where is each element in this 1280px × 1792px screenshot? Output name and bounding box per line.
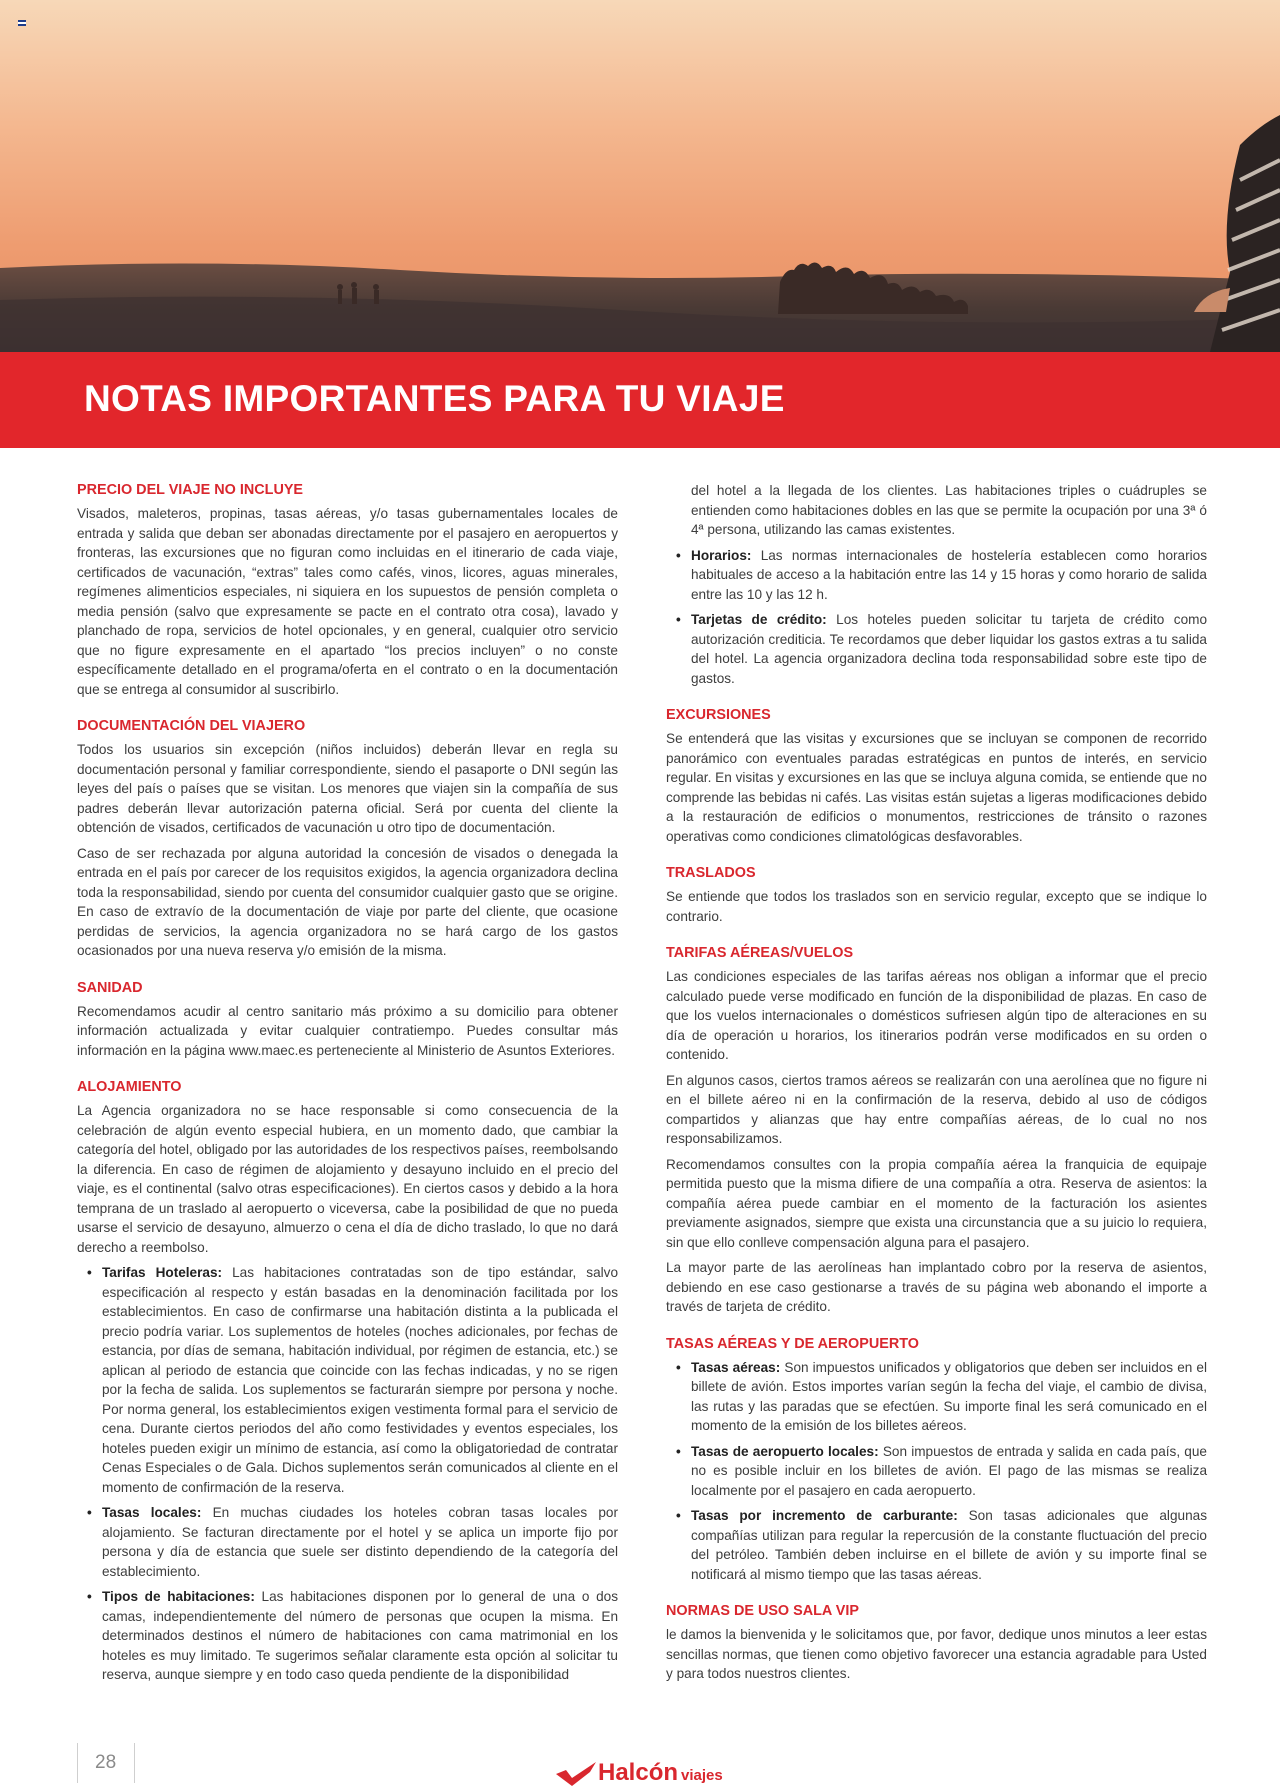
list-item-term: Tasas de aeropuerto locales: <box>691 1443 879 1459</box>
list-item-text: Son tasas adicionales que algunas compañías utilizan para regular la repercusión de la constante fluctuación del precio del petróleo. También deben incluirse en el billete de avión y su importe final se notificará al mismo tiempo que las tasas aéreas. <box>691 1508 1207 1582</box>
list-item-text: Son impuestos unificados y obligatorios que deben ser incluidos en el billete de avión. Estos importes varían según la fecha del viaje, el cambio de divisa, las rutas y las paradas que se efectúen. Su importe final les será comunicado en el momento de la emisión de los billetes aéreos. <box>691 1359 1208 1433</box>
bullet-icon: • <box>676 1359 681 1375</box>
paragraph: La Agencia organizadora no se hace responsable si como consecuencia de la celebración de algún evento especial hubiera, en un momento dado, que cambiar la categoría del hotel, obligado por las autoridades de los respectivos países, reembolsando la diferencia. En caso de régimen de alojamiento y desayuno incluido en el precio del viaje, es el continental (salvo otras especificaciones). En ciertos casos y debido a la hora temprana de un traslado al aeropuerto o viceversa, cabe la posibilidad de que no pueda usarse el servicio de desayuno, almuerzo o cena el día de dicho traslado, lo que no dará derecho a reembolso. <box>77 1103 618 1255</box>
footer-divider <box>77 1743 78 1783</box>
bullet-list <box>666 546 1207 689</box>
list-item <box>666 1506 1207 1584</box>
page-title: NOTAS IMPORTANTES PARA TU VIAJE <box>84 378 785 419</box>
hero-desert-sunset-photo <box>0 0 1280 352</box>
bullet-icon: • <box>676 1443 681 1459</box>
section-title-tarifas-aereas: TARIFAS AÉREAS/VUELOS <box>666 945 854 961</box>
list-item-term: Horarios: <box>691 547 752 563</box>
paragraph: Recomendamos acudir al centro sanitario más próximo a su domicilio para obtener información actualizada y evitar cualquier contratiempo. Puedes consultar más información en la página www.maec.es perteneciente al Ministerio de Asuntos Exteriores. <box>77 1003 618 1058</box>
bullet-icon: • <box>676 547 681 563</box>
paragraph: Se entenderá que las visitas y excursiones que se incluyan se componen de recorrido panorámico con eventuales paradas estratégicas en puntos de interés, en servicio regular. En visitas y excursiones en las que se incluya alguna comida, se entiende que no comprende las bebidas ni cafés. Las visitas están sujetas a ligeras modificaciones debido a la restauración de edificios o monumentos, restricciones de tránsito o razones operativas como condiciones climatológicas desfavorables. <box>666 731 1207 844</box>
section-title-sala-vip: NORMAS DE USO SALA VIP <box>666 1603 859 1619</box>
halcon-wing-icon <box>556 1762 598 1786</box>
section-title-traslados: TRASLADOS <box>666 865 756 881</box>
paragraph: La mayor parte de las aerolíneas han implantado cobro por la reserva de asientos, debiendo en ese caso gestionarse a través de su página web abonando el importe a través de tarjeta de crédito. <box>666 1260 1207 1314</box>
paragraph: Las condiciones especiales de las tarifas aéreas nos obligan a informar que el precio calculado puede verse modificado en función de la disponibilidad de plazas. En caso de que los vuelos internacionales o domésticos sufriesen algún tipo de alteraciones en su día de operación u horarios, los itinerarios podrán verse modificados en su orden o contenido. <box>666 969 1207 1062</box>
list-item-text: Las habitaciones disponen por lo general de una o dos camas, independientemente del número de personas que ocupen la misma. En determinados destinos el número de habitaciones con cama matrimonial en los hoteles es muy limitado. Te sugerimos señalar claramente esta opción al solicitar tu reserva, aunque siempre y en todo caso queda pendiente de la disponibilidad <box>102 1589 618 1682</box>
logo-sub: viajes <box>681 1767 723 1784</box>
section-title-precio: PRECIO DEL VIAJE NO INCLUYE <box>77 482 304 498</box>
list-item-term: Tasas locales: <box>102 1505 202 1520</box>
paragraph: Visados, maleteros, propinas, tasas aéreas, y/o tasas gubernamentales locales de entrada y salida que deban ser abonadas directamente por el pasajero en aeropuertos y fronteras, las excursiones que no figuran como incluidas en el itinerario de cada viaje, certificados de vacunación, “extras” tales como cafés, vinos, licores, aguas minerales, regímenes alimenticios especiales, ni siquiera en los supuestos de pensión completa o media pensión (salvo que expresamente se pacte en el contrato otra cosa), lavado y planchado de ropa, servicios de hotel opcionales, y en general, cualquier otro servicio que no figure expresamente en el apartado “los precios incluyen” o no conste específicamente detallado en el programa/oferta en el contrato o en la documentación que se entrega al consumidor al suscribirlo. <box>77 506 618 697</box>
list-item <box>77 1503 618 1581</box>
footer-divider <box>134 1743 135 1783</box>
list-item-term: Tarifas Hoteleras: <box>102 1265 223 1280</box>
bullet-icon: • <box>87 1505 92 1520</box>
bullet-icon: • <box>676 612 681 627</box>
list-item-term: Tipos de habitaciones: <box>102 1589 255 1604</box>
section-title-sanidad: SANIDAD <box>77 979 143 996</box>
list-item <box>77 1587 618 1685</box>
section-title-documentacion: DOCUMENTACIÓN DEL VIAJERO <box>77 718 306 734</box>
halcon-logo <box>556 1756 723 1786</box>
bullet-list <box>77 1263 618 1685</box>
list-item-term: Tarjetas de crédito: <box>691 612 827 627</box>
list-item-term: Tasas aéreas: <box>691 1359 781 1375</box>
section-title-tasas: TASAS AÉREAS Y DE AEROPUERTO <box>666 1335 919 1352</box>
paragraph: Caso de ser rechazada por alguna autoridad la concesión de visados o denegada la entrada en el país por carecer de los requisitos exigidos, la agencia organizadora declina toda la responsabilidad, siendo por cuenta del consumidor cualquier gasto que se origine. En caso de extravío de la documentación de viaje por parte del cliente, que ocasione perdidas de servicios, la agencia organizadora no se hará cargo de los gastos ocasionados por una nueva reserva y/o emisión de la misma. <box>77 845 618 958</box>
bullet-list <box>666 1358 1207 1585</box>
section-title-alojamiento: ALOJAMIENTO <box>77 1079 182 1095</box>
paragraph: Se entiende que todos los traslados son en servicio regular, excepto que se indique lo contrario. <box>666 889 1207 924</box>
continued-paragraph: del hotel a la llegada de los clientes. Las habitaciones triples o cuádruples se entienden como habitaciones dobles en las que se permite la ocupación por una 3ª ó 4ª persona, utilizando las camas existentes. <box>691 483 1207 537</box>
paragraph: le damos la bienvenida y le solicitamos que, por favor, dedique unos minutos a leer estas sencillas normas, que tienen como objetivo favorecer una estancia agradable para Usted y para todos nuestros clientes. <box>666 1627 1207 1681</box>
list-item <box>77 1263 618 1497</box>
bullet-icon: • <box>87 1589 92 1604</box>
right-column <box>666 481 1207 1690</box>
paragraph: Recomendamos consultes con la propia compañía aérea la franquicia de equipaje permitida puesto que la misma difiere de una compañía a otra. Reserva de asientos: la compañía aérea puede cambiar en el momento de la facturación los asientes previamente asignados, siempre que exista una circunstancia que a su juicio lo requiera, sin que ello conlleve compensación alguna para el pasajero. <box>666 1156 1207 1250</box>
left-column <box>77 480 618 1691</box>
title-banner <box>0 352 1280 448</box>
bullet-icon: • <box>87 1265 92 1280</box>
section-title-excursiones: EXCURSIONES <box>666 707 771 723</box>
logo-name: Halcón <box>598 1759 679 1786</box>
list-item-term: Tasas por incremento de carburante: <box>691 1508 958 1523</box>
list-item-text: Las normas internacionales de hostelería establecen como horarios habituales de acceso a la habitación entre las 14 y 15 horas y como horario de salida entre las 10 y las 12 h. <box>691 547 1207 602</box>
page-number: 28 <box>95 1752 117 1773</box>
list-item-text: En muchas ciudades los hoteles cobran tasas locales por alojamiento. Se facturan directamente por el hotel y se aplica un importe fijo por persona y día de estancia que suele ser distinto dependiendo de la categoría del establecimiento. <box>102 1505 618 1579</box>
bullet-icon: • <box>676 1508 681 1523</box>
list-item <box>666 610 1207 688</box>
list-item <box>666 1358 1207 1436</box>
flag-icon <box>18 20 26 26</box>
list-item-text: Los hoteles pueden solicitar tu tarjeta de crédito como autorización crediticia. Te recordamos que deber liquidar los gastos extras a tu salida del hotel. La agencia organizadora declina toda responsabilidad sobre este tipo de gastos. <box>691 612 1208 686</box>
list-item-text: Las habitaciones contratadas son de tipo estándar, salvo especificación al respecto y están basadas en la denominación facilitada por los establecimientos. En caso de confirmarse una habitación distinta a la publicada el precio podría variar. Los suplementos de hoteles (noches adicionales, por fechas de estancia, por días de semana, habitación individual, por régimen de estancia, etc.) se aplican al periodo de estancia que coincide con las fechas indicadas, y no se rigen por la fecha de salida. Los suplementos se facturarán siempre por persona y noche. Por norma general, los establecimientos exigen vestimenta formal para el servicio de cena. Durante ciertos periodos del año como festividades y eventos especiales, los hoteles pueden exigir un mínimo de estancia, así como la obligatoriedad de contratar Cenas Especiales o de Gala. Dichos suplementos serán comunicados al cliente en el momento de confirmación de la reserva. <box>102 1265 619 1495</box>
list-item-text: Son impuestos de entrada y salida en cada país, que no es posible incluir en los billetes de avión. El pago de las mismas se realiza localmente por el pasajero en cada aeropuerto. <box>691 1443 1207 1498</box>
paragraph: Todos los usuarios sin excepción (niños incluidos) deberán llevar en regla su documentación personal y familiar correspondiente, siendo el pasaporte o DNI según las leyes del país o países que se visitan. Los menores que viajen sin la compañía de sus padres deberán llevar autorización paterna oficial. Será por cuenta del cliente la obtención de visados, certificados de vacunación u otro tipo de documentación. <box>77 742 618 835</box>
list-item <box>666 1442 1207 1501</box>
hero-illustration <box>0 0 1280 352</box>
paragraph: En algunos casos, ciertos tramos aéreos se realizarán con una aerolínea que no figure ni en el billete aéreo ni en la confirmación de la reserva, debido al uso de códigos compartidos y alianzas que hay entre compañías aéreas, de lo cual no nos responsabilizamos. <box>666 1072 1207 1146</box>
list-item <box>666 546 1207 605</box>
